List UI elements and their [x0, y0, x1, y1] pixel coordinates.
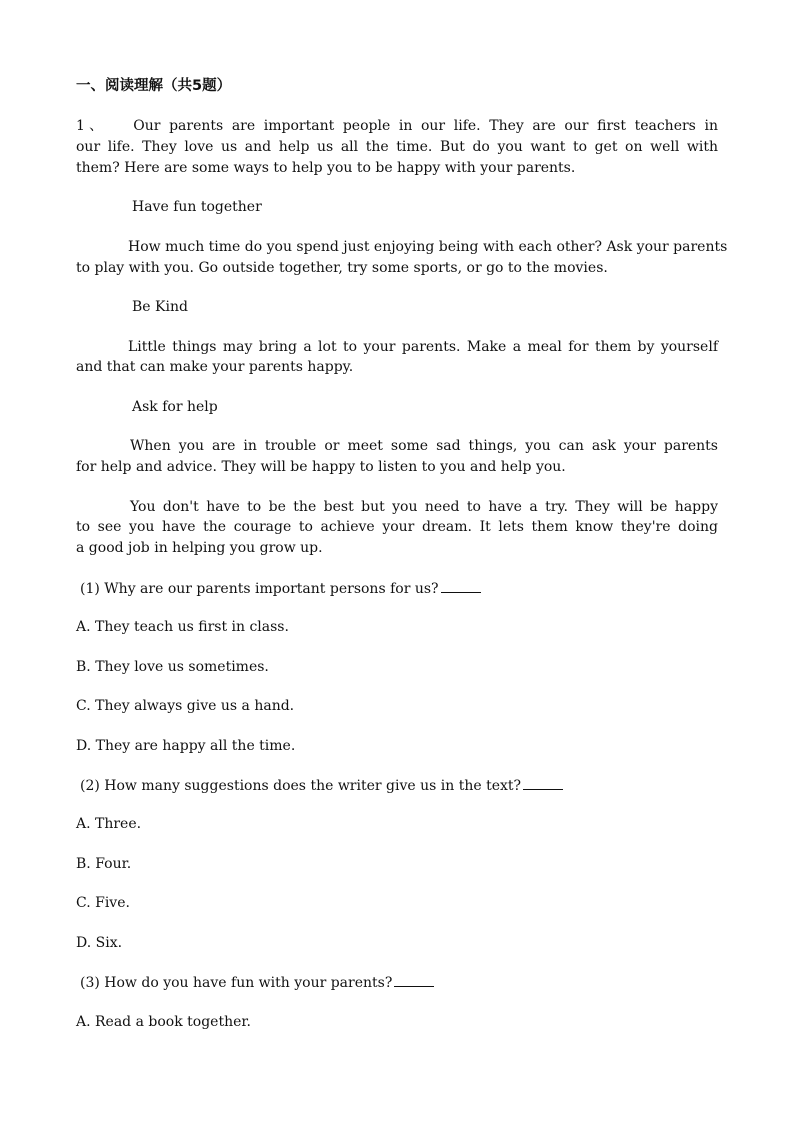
- passage-number: 1、: [76, 118, 108, 134]
- passage-intro-line-1: 1、 Our parents are important people in our life. They are our first teachers in: [76, 118, 718, 134]
- passage-para3-line-2: for help and advice. They will be happy to listen to you and help you.: [76, 459, 566, 475]
- answer-blank-1[interactable]: [441, 578, 481, 593]
- question-2-option-d[interactable]: D. Six.: [76, 935, 123, 951]
- passage-para1-line-2: to play with you. Go outside together, try some sports, or go to the movies.: [76, 260, 608, 276]
- question-2-stem: (2) How many suggestions does the writer give us in the text?: [80, 775, 563, 796]
- passage-para2-line-2: and that can make your parents happy.: [76, 359, 354, 375]
- question-2-option-b[interactable]: B. Four.: [76, 856, 132, 872]
- question-2-option-c[interactable]: C. Five.: [76, 895, 130, 911]
- question-2-option-a[interactable]: A. Three.: [76, 816, 142, 832]
- passage-para1-line-1: How much time do you spend just enjoying being with each other? Ask your parents: [128, 239, 728, 255]
- question-1-option-c[interactable]: C. They always give us a hand.: [76, 698, 295, 714]
- passage-heading-2: Be Kind: [132, 299, 188, 315]
- passage-para4-line-1: You don't have to be the best but you need to have a try. They will be happy: [130, 499, 718, 515]
- passage-intro-line-3: them? Here are some ways to help you to be happy with your parents.: [76, 160, 576, 176]
- passage-para4-line-2: to see you have the courage to achieve your dream. It lets them know they're doing: [76, 519, 718, 535]
- question-3-option-a[interactable]: A. Read a book together.: [76, 1014, 251, 1030]
- question-1-option-a[interactable]: A. They teach us first in class.: [76, 619, 289, 635]
- passage-heading-1: Have fun together: [132, 199, 262, 215]
- passage-para3-line-1: When you are in trouble or meet some sad things, you can ask your parents: [130, 438, 718, 454]
- passage-para4-line-3: a good job in helping you grow up.: [76, 540, 323, 556]
- question-1-option-d[interactable]: D. They are happy all the time.: [76, 738, 296, 754]
- passage-para2-line-1: Little things may bring a lot to your parents. Make a meal for them by yourself: [128, 339, 718, 355]
- question-1-stem: (1) Why are our parents important persons for us?: [80, 578, 481, 599]
- answer-blank-2[interactable]: [523, 775, 563, 790]
- passage-heading-3: Ask for help: [132, 399, 218, 415]
- question-1-option-b[interactable]: B. They love us sometimes.: [76, 659, 269, 675]
- answer-blank-3[interactable]: [394, 972, 434, 987]
- section-title: 一、阅读理解（共5题）: [76, 78, 232, 94]
- question-3-stem: (3) How do you have fun with your parents?: [80, 972, 434, 993]
- passage-intro-line-2: our life. They love us and help us all the time. But do you want to get on well with: [76, 139, 718, 155]
